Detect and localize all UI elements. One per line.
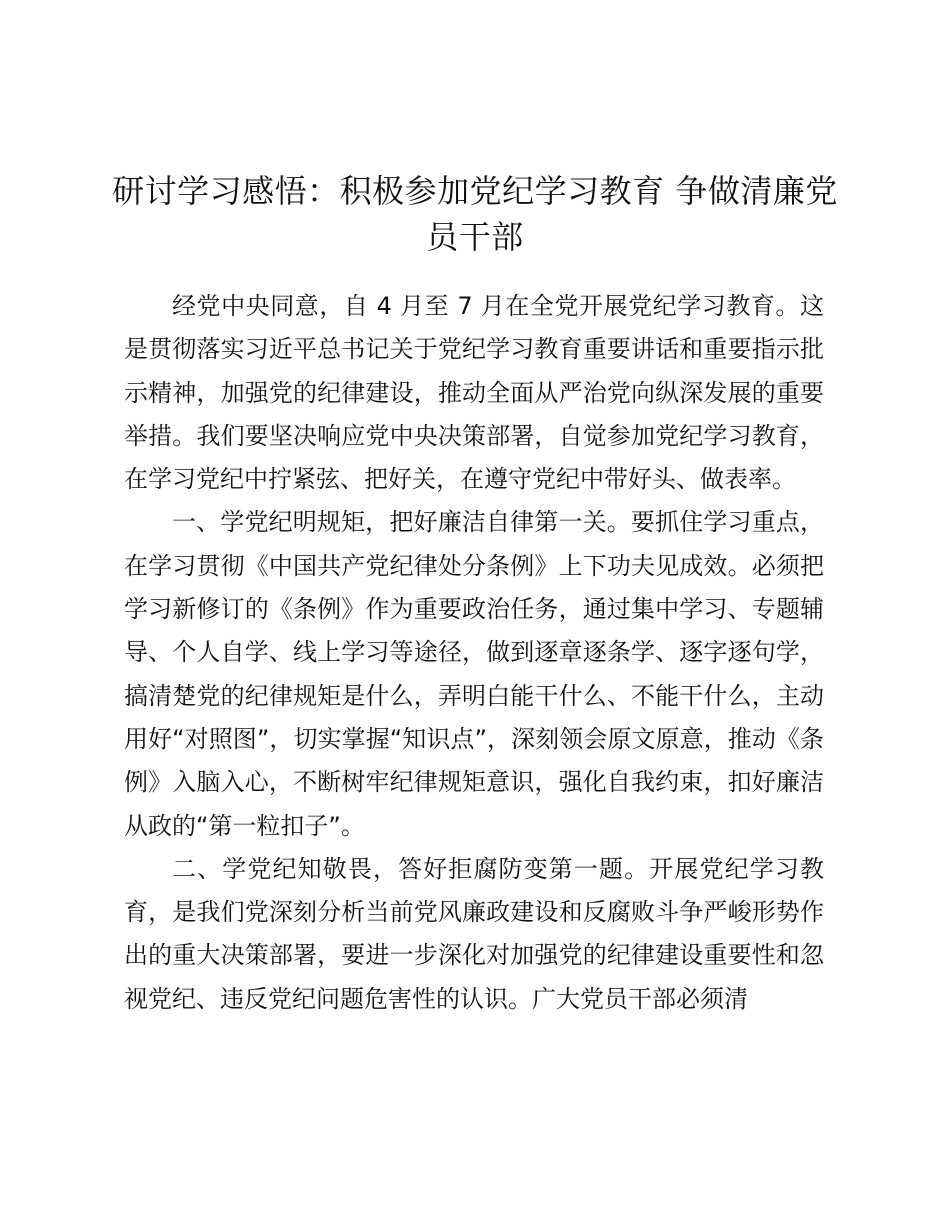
document-body: [124, 285, 824, 1021]
paragraph-section-1: 一、学党纪明规矩，把好廉洁自律第一关。要抓住学习重点，在学习贯彻《中国共产党纪律处分条例》上下功夫见成效。必须把学习新修订的《条例》作为重要政治任务，通过集中学习、专题辅导、个人自学、线上学习等途径，做到逐章逐条学、逐字逐句学，搞清楚党的纪律规矩是什么，弄明白能干什么、不能干什么，主动用好“对照图”，切实掌握“知识点”，深刻领会原文原意，推动《条例》入脑入心，不断树牢纪律规矩意识，强化自我约束，扣好廉洁从政的“第一粒扣子”。: [124, 508, 824, 840]
document-title: 研讨学习感悟：积极参加党纪学习教育 争做清廉党员干部: [112, 172, 838, 256]
paragraph-section-2: 二、学党纪知敬畏，答好拒腐防变第一题。开展党纪学习教育，是我们党深刻分析当前党风廉政建设和反腐败斗争严峻形势作出的重大决策部署，要进一步深化对加强党的纪律建设重要性和忽视党纪、违反党纪问题危害性的认识。广大党员干部必须清: [124, 854, 824, 1013]
paragraph-intro: 经党中央同意，自 4 月至 7 月在全党开展党纪学习教育。这是贯彻落实习近平总书记关于党纪学习教育重要讲话和重要指示批示精神，加强党的纪律建设，推动全面从严治党向纵深发展的重要举措。我们要坚决响应党中央决策部署，自觉参加党纪学习教育，在学习党纪中拧紧弦、把好关，在遵守党纪中带好头、做表率。: [124, 292, 824, 494]
